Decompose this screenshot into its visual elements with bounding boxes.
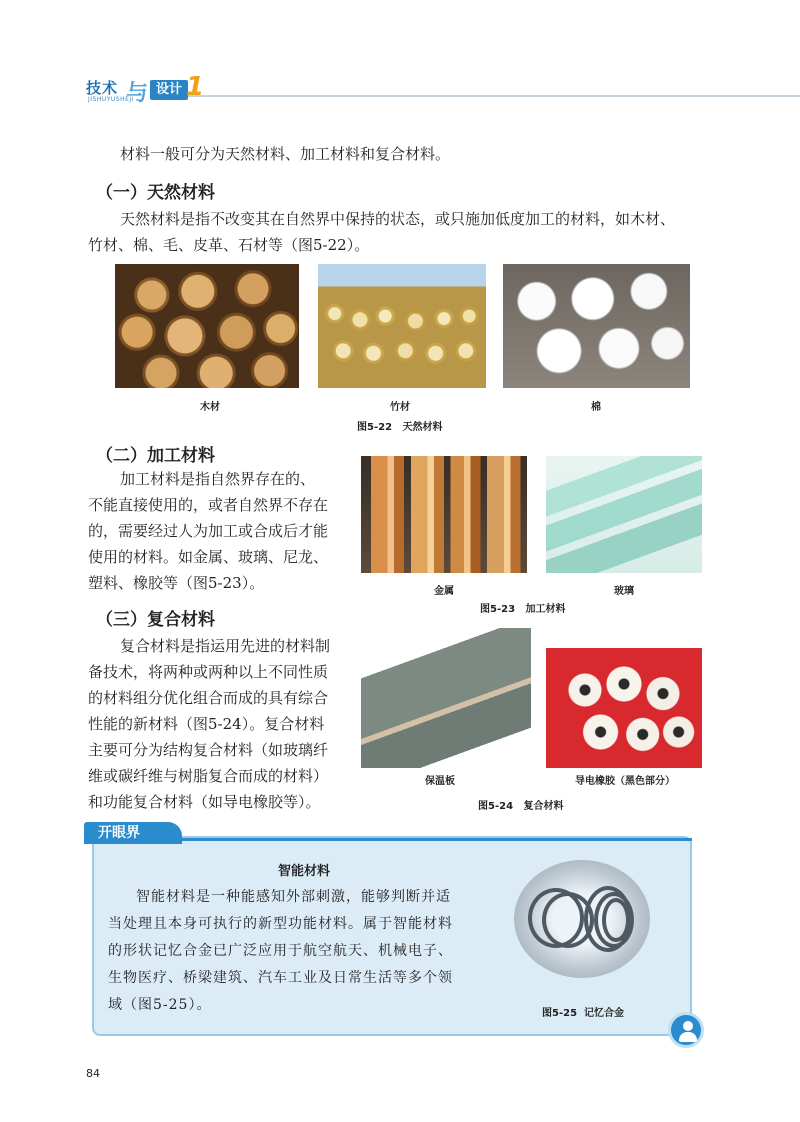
section3-line-3: 的材料组分优化组合而成的具有综合 (88, 689, 329, 707)
caption-metal: 金属 (434, 586, 454, 597)
caption-cotton: 棉 (591, 402, 601, 413)
photo-memory-alloy-spring (514, 860, 650, 978)
section2-line-1: 加工材料是指自然界存在的、 (120, 470, 316, 488)
section1-line-1: 天然材料是指不改变其在自然界中保持的状态，或只施加低度加工的材料，如木材、 (120, 210, 676, 228)
logo-volume-number: 1 (186, 72, 205, 102)
logo-sheji: 设计 (150, 80, 188, 100)
photo-glass (546, 456, 702, 573)
caption-bamboo: 竹材 (390, 402, 410, 413)
section2-heading: （二）加工材料 (96, 446, 215, 466)
eye-opener-top-rule (180, 838, 692, 841)
section3-line-7: 和功能复合材料（如导电橡胶等）。 (88, 793, 321, 811)
photo-cotton (503, 264, 690, 388)
photo-wood (115, 264, 299, 388)
logo-pinyin: JISHUYUSHEJI (88, 96, 134, 103)
figure-5-25-caption: 图5-25 记忆合金 (542, 1008, 624, 1019)
section2-line-3: 的，需要经过人为加工或合成后才能 (88, 522, 329, 540)
photo-insulation-board (361, 628, 531, 768)
eye-opener-text (108, 884, 500, 1019)
intro-paragraph: 材料一般可分为天然材料、加工材料和复合材料。 (120, 145, 451, 163)
page-number: 84 (86, 1067, 100, 1080)
logo-jishu: 技术 (86, 79, 119, 97)
photo-conductive-rubber (546, 648, 702, 768)
section3-line-4: 性能的新材料（图5-24）。复合材料 (88, 715, 325, 733)
section3-heading: （三）复合材料 (96, 610, 215, 630)
eye-opener-line-1: 智能材料是一种能感知外部刺激，能够判断并适 (136, 889, 451, 905)
eye-opener-line-3: 的形状记忆合金已广泛应用于航空航天、机械电子、 (108, 943, 453, 959)
eye-opener-line-4: 生物医疗、桥梁建筑、汽车工业及日常生活等多个领 (108, 970, 453, 986)
eye-opener-tab-label: 开眼界 (98, 825, 140, 841)
section2-line-2: 不能直接使用的，或者自然界不存在 (88, 496, 329, 514)
person-icon (668, 1012, 704, 1048)
caption-wood: 木材 (200, 402, 220, 413)
figure-5-24-caption: 图5-24 复合材料 (478, 801, 564, 812)
caption-glass: 玻璃 (614, 586, 634, 597)
page-header (0, 62, 800, 110)
section3-line-5: 主要可分为结构复合材料（如玻璃纤 (88, 741, 329, 759)
header-rule (160, 95, 800, 97)
figure-5-23-caption: 图5-23 加工材料 (480, 604, 566, 615)
photo-bamboo (318, 264, 486, 388)
photo-metal (361, 456, 527, 573)
eye-opener-line-2: 当处理且本身可执行的新型功能材料。属于智能材料 (108, 916, 453, 932)
section1-line-2: 竹材、棉、毛、皮革、石材等（图5-22）。 (88, 236, 370, 254)
section3-line-6: 维或碳纤维与树脂复合而成的材料） (88, 767, 329, 785)
eye-opener-line-5: 域（图5-25）。 (108, 997, 212, 1013)
caption-conductive-rubber: 导电橡胶（黑色部分） (575, 776, 675, 787)
logo-yu: 与 (126, 81, 149, 106)
section3-line-2: 备技术，将两种或两种以上不同性质 (88, 663, 329, 681)
section2-line-4: 使用的材料。如金属、玻璃、尼龙、 (88, 548, 329, 566)
figure-5-22-caption: 图5-22 天然材料 (357, 422, 443, 433)
section1-heading: （一）天然材料 (96, 183, 215, 203)
section2-line-5: 塑料、橡胶等（图5-23）。 (88, 574, 265, 592)
eye-opener-tab (84, 822, 182, 844)
section3-line-1: 复合材料是指运用先进的材料制 (120, 637, 331, 655)
caption-insulation-board: 保温板 (425, 776, 455, 787)
eye-opener-title: 智能材料 (278, 864, 331, 879)
